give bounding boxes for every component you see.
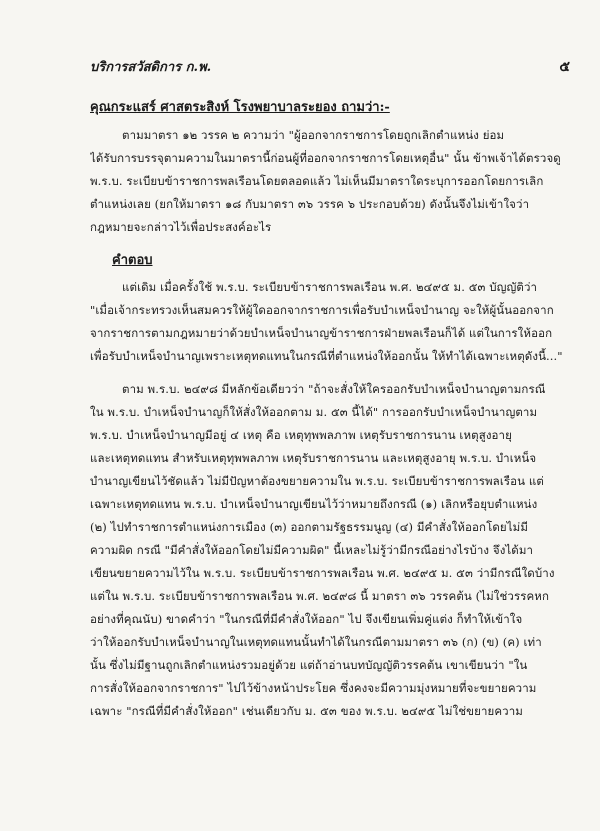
answer-line: เฉพาะเหตุทดแทน พ.ร.บ. บำเหน็จบำนาญเขียนไว้ว่าหมายถึงกรณี (๑) เลิกหรือยุบตำแหน่ง — [90, 497, 538, 511]
answer-line: ตาม พ.ร.บ. ๒๔๙๘ มีหลักข้อเดียวว่า "ถ้าจะสั่งให้ใครออกรับบำเหน็จบำนาญตามกรณี — [122, 382, 546, 396]
answer-line: (๒) ไปทำราชการตำแหน่งการเมือง (๓) ออกตามรัฐธรรมนูญ (๔) มีคำสั่งให้ออกโดยไม่มี — [90, 520, 529, 534]
question-line: กฎหมายจะกล่าวไว้เพื่อประสงค์อะไร — [90, 220, 272, 234]
answer-paragraph-2 — [90, 378, 574, 723]
answer-line: ใน พ.ร.บ. บำเหน็จบำนาญก็ให้สั่งให้ออกตาม ม. ๕๓ นี้ได้" การออกรับบำเหน็จบำนาญตาม — [90, 405, 538, 419]
question-line: ตามมาตรา ๑๒ วรรค ๒ ความว่า "ผู้ออกจากราชการโดยถูกเลิกตำแหน่ง ย่อม — [122, 128, 505, 142]
answer-line: บำนาญเขียนไว้ชัดแล้ว ไม่มีปัญหาต้องขยายความใน พ.ร.บ. ระเบียบข้าราชการพลเรือน แต่ — [90, 474, 544, 488]
answer-line: และเหตุทดแทน สำหรับเหตุทุพพลภาพ เหตุรับราชการนาน และเหตุสูงอายุ พ.ร.บ. บำเหน็จ — [90, 451, 537, 465]
answer-line: เพื่อรับบำเหน็จบำนาญเพราะเหตุทดแทนในกรณีที่ตำแหน่งให้ออกนั้น ให้ทำได้เฉพาะเหตุดังนี้..." — [90, 349, 563, 363]
question-line: ตำแหน่งเลย (ยกให้มาตรา ๑๘ กับมาตรา ๓๖ วรรค ๖ ประกอบด้วย) ดังนั้นจึงไม่เข้าใจว่า — [90, 197, 530, 211]
question-body — [90, 124, 574, 239]
page-header — [90, 56, 570, 76]
answer-line: นั้น ซึ่งไม่มีฐานถูกเลิกตำแหน่งรวมอยู่ด้วย แต่ถ้าอ่านบทบัญญัติวรรคต้น เขาเขียนว่า "ใน — [90, 658, 528, 672]
page-number: ๕ — [559, 59, 570, 75]
header-publication-title: บริการสวัสดิการ ก.พ. — [90, 60, 212, 75]
question-line: พ.ร.บ. ระเบียบข้าราชการพลเรือนโดยตลอดแล้ว ไม่เห็นมีมาตราใดระบุการออกโดยการเลิก — [90, 174, 544, 188]
answer-line: จากราชการตามกฎหมายว่าด้วยบำเหน็จบำนาญข้าราชการฝ่ายพลเรือนก็ได้ แต่ในการให้ออก — [90, 326, 553, 340]
answer-line: แต่เดิม เมื่อครั้งใช้ พ.ร.บ. ระเบียบข้าราชการพลเรือน พ.ศ. ๒๔๙๕ ม. ๕๓ บัญญัติว่า — [122, 280, 538, 294]
question-title: คุณกระแสร์ ศาสตระสิงห์ โรงพยาบาลระยอง ถามว่า:- — [90, 100, 390, 115]
answer-line: อย่างที่คุณนับ) ขาดคำว่า "ในกรณีที่มีคำสั่งให้ออก" ไป จึงเขียนเพิ่มคู่แต่ง ก็ทำให้เข้าใจ — [90, 612, 523, 626]
question-line: ได้รับการบรรจุตามความในมาตรานี้ก่อนผู้ที่ออกจากราชการโดยเหตุอื่น" นั้น ข้าพเจ้าได้ตรวจดู — [90, 151, 561, 165]
answer-line: แต่ใน พ.ร.บ. ระเบียบข้าราชการพลเรือน พ.ศ. ๒๔๙๘ นี้ มาตรา ๓๖ วรรคต้น (ไม่ใช่วรรคหก — [90, 589, 550, 603]
answer-line: ว่าให้ออกรับบำเหน็จบำนาญในเหตุทดแทนนั้นทำได้ในกรณีตามมาตรา ๓๖ (ก) (ข) (ค) เท่า — [90, 635, 542, 649]
answer-line: เขียนขยายความไว้ใน พ.ร.บ. ระเบียบข้าราชการพลเรือน พ.ศ. ๒๔๙๕ ม. ๕๓ ว่ามีกรณีใดบ้าง — [90, 566, 555, 580]
answer-line: การสั่งให้ออกจากราชการ" ไปไว้ข้างหน้าประโยค ซึ่งคงจะมีความมุ่งหมายที่จะขยายความ — [90, 681, 537, 695]
answer-line: ความผิด กรณี "มีคำสั่งให้ออกโดยไม่มีความผิด" นี้เหละไม่รู้ว่ามีกรณีอย่างไรบ้าง จึงได้มา — [90, 543, 534, 557]
answer-paragraph-1 — [90, 276, 574, 368]
answer-line: พ.ร.บ. บำเหน็จบำนาญมีอยู่ ๔ เหตุ คือ เหตุทุพพลภาพ เหตุรับราชการนาน เหตุสูงอายุ — [90, 428, 512, 442]
answer-line: เฉพาะ "กรณีที่มีคำสั่งให้ออก" เช่นเดียวกับ ม. ๕๓ ของ พ.ร.บ. ๒๔๙๕ ไม่ใช่ขยายความ — [90, 704, 523, 718]
answer-line: "เมื่อเจ้ากระทรวงเห็นสมควรให้ผู้ใดออกจากราชการเพื่อรับบำเหน็จบำนาญ จะให้ผู้นั้นออกจาก — [90, 303, 554, 317]
answer-title: คำตอบ — [112, 253, 153, 268]
